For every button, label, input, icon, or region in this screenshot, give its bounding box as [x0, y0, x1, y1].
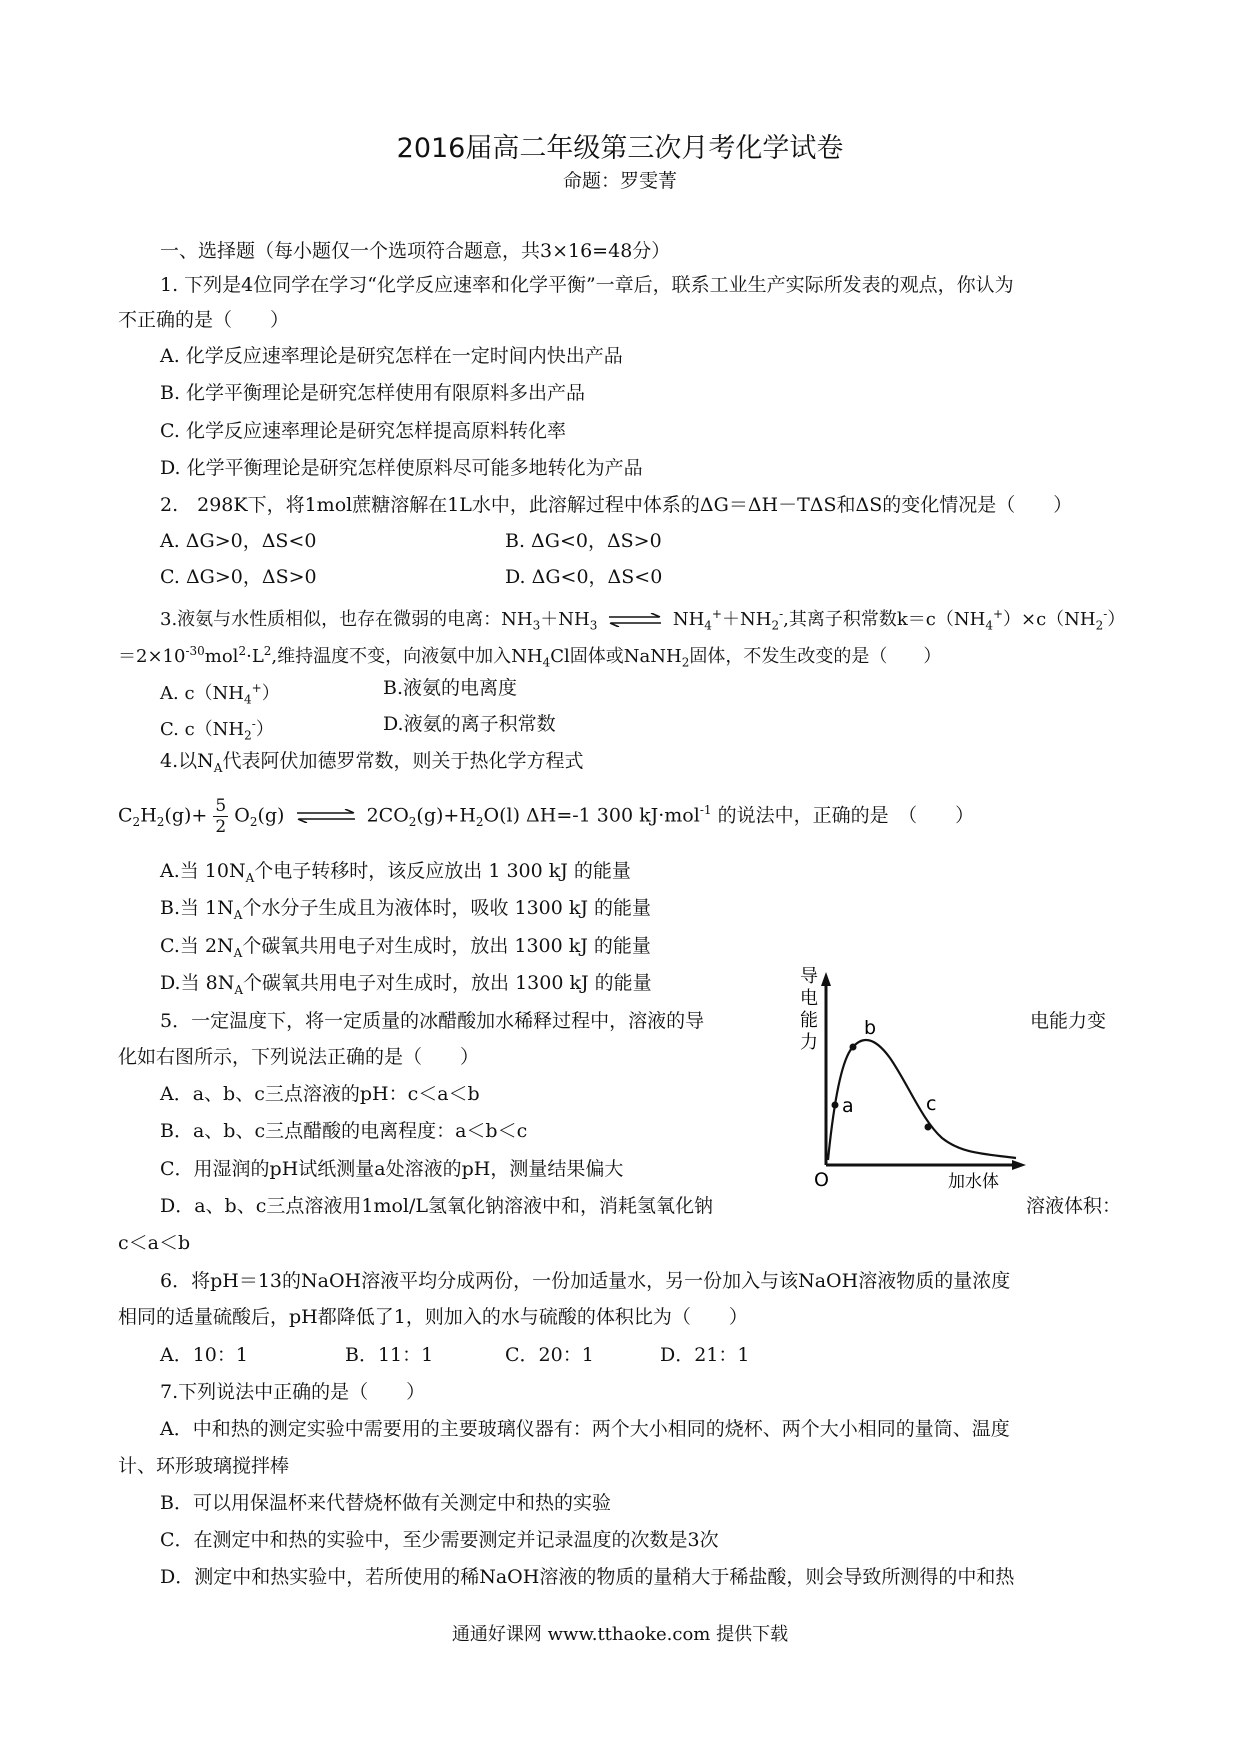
origin-label: O [814, 1169, 829, 1190]
q1-option-b: B. 化学平衡理论是研究怎样使用有限原料多出产品 [160, 382, 586, 404]
q6-option-d: D．21：1 [660, 1344, 750, 1366]
y-label-char: 能 [800, 1010, 818, 1031]
q7-option-a-line1: A．中和热的测定实验中需要用的主要玻璃仪器有：两个大小相同的烧杯、两个大小相同的量筒、温度 [160, 1418, 1010, 1440]
author-line: 命题：罗雯菁 [562, 170, 677, 192]
q5-stem-line2: 化如右图所示，下列说法正确的是（ ） [118, 1046, 480, 1068]
fraction-five-halves: $\frac{5}{2}$ [215, 795, 227, 837]
q3-option-b: B.液氨的电离度 [383, 677, 518, 699]
q5-stem-line1-tail: 电能力变 [1030, 1010, 1107, 1032]
q5-option-c: C．用湿润的pH试纸测量a处溶液的pH，测量结果偏大 [160, 1158, 624, 1180]
q2-option-a: A. ΔG>0，ΔS<0 [160, 530, 317, 552]
q3-option-d: D.液氨的离子积常数 [383, 713, 556, 735]
y-label-char: 导 [800, 966, 818, 987]
q5-option-a: A．a、b、c三点溶液的pH：c＜a＜b [160, 1083, 480, 1105]
q7-option-a-line2: 计、环形玻璃搅拌棒 [118, 1455, 290, 1477]
equilibrium-arrow-icon [607, 613, 663, 627]
section-heading: 一、选择题（每小题仅一个选项符合题意，共3×16=48分） [160, 240, 671, 262]
q7-stem: 7.下列说法中正确的是（ ） [160, 1381, 426, 1403]
q5-stem-line1: 5．一定温度下，将一定质量的冰醋酸加水稀释过程中，溶液的导 [160, 1010, 705, 1032]
q3-option-a: A. $c(NH_4^+)$ [160, 681, 280, 707]
q2-option-d: D. ΔG<0，ΔS<0 [505, 566, 663, 588]
q4-option-a: A.当 $10N_A$个电子转移时，该反应放出 1 300 kJ 的能量 [160, 860, 631, 885]
q7-option-c: C．在测定中和热的实验中，至少需要测定并记录温度的次数是3次 [160, 1529, 719, 1551]
q1-option-c: C. 化学反应速率理论是研究怎样提高原料转化率 [160, 420, 566, 442]
q7-option-b: B．可以用保温杯来代替烧杯做有关测定中和热的实验 [160, 1492, 611, 1514]
equilibrium-arrow-icon [295, 809, 357, 823]
q3-stem-line1: 3.液氨与水性质相似，也存在微弱的电离：$NH_3+NH_3$ $NH_4^++NH_2^-$,其离子积常数$k=c(NH_4^+)\times c(NH_2^-)$ [160, 607, 1126, 633]
q6-stem-line2: 相同的适量硫酸后，pH都降低了1，则加入的水与硫酸的体积比为（ ） [118, 1306, 748, 1328]
y-label-char: 力 [800, 1032, 818, 1053]
q4-equation: $C_2H_2(g)+$ $\frac{5}{2}$ $O_2(g)$ $2CO_2(g)+H_2O(l)$ ΔH=-1 300 kJ·mol$^{-1}$ 的说法中，正确的是 （ ） [118, 795, 975, 837]
conductivity-curve-figure [790, 960, 1040, 1190]
q6-option-b: B．11：1 [345, 1344, 434, 1366]
point-a-label: a [842, 1095, 854, 1117]
q5-option-b: B．a、b、c三点醋酸的电离程度：a＜b＜c [160, 1120, 528, 1142]
point-b-label: b [864, 1017, 877, 1039]
q5-option-d-line2: c＜a＜b [118, 1232, 191, 1254]
q2-stem: 2. 298K下，将1mol蔗糖溶解在1L水中，此溶解过程中体系的ΔG＝ΔH－TΔS和ΔS的变化情况是（ ） [160, 494, 1073, 516]
q6-option-a: A．10：1 [160, 1344, 248, 1366]
q2-option-b: B. ΔG<0，ΔS>0 [505, 530, 662, 552]
page-title: 2016届高二年级第三次月考化学试卷 [396, 133, 844, 164]
x-axis-label: 加水体 [948, 1172, 999, 1190]
q3-option-c: C. $c(NH_2^-)$ [160, 717, 274, 743]
q4-stem: 4.以$N_A$代表阿伏加德罗常数，则关于热化学方程式 [160, 750, 584, 775]
point-c-label: c [926, 1093, 937, 1115]
q6-stem-line1: 6．将pH＝13的NaOH溶液平均分成两份，一份加适量水，另一份加入与该NaOH溶液物质的量浓度 [160, 1270, 1011, 1292]
q7-option-d: D．测定中和热实验中，若所使用的稀NaOH溶液的物质的量稍大于稀盐酸，则会导致所测得的中和热 [160, 1566, 1015, 1588]
y-label-char: 电 [800, 988, 818, 1009]
q5-option-d-tail: 溶液体积： [1026, 1195, 1122, 1217]
q2-option-c: C. ΔG>0，ΔS>0 [160, 566, 317, 588]
q1-option-d: D. 化学平衡理论是研究怎样使原料尽可能多地转化为产品 [160, 457, 643, 479]
q6-option-c: C．20：1 [505, 1344, 594, 1366]
q4-option-b: B.当 $1N_A$个水分子生成且为液体时，吸收 1300 kJ 的能量 [160, 897, 652, 922]
q5-option-d: D．a、b、c三点溶液用1mol/L氢氧化钠溶液中和，消耗氢氧化钠 [160, 1195, 714, 1217]
q1-stem-line2: 不正确的是（ ） [118, 309, 290, 331]
q4-option-c: C.当 $2N_A$个碳氧共用电子对生成时，放出 1300 kJ 的能量 [160, 935, 651, 960]
q4-option-d: D.当 $8N_A$个碳氧共用电子对生成时，放出 1300 kJ 的能量 [160, 972, 652, 997]
page-footer: 通通好课网 www.tthaoke.com 提供下载 [451, 1624, 789, 1645]
q1-stem-line1: 1. 下列是4位同学在学习“化学反应速率和化学平衡”一章后，联系工业生产实际所发表的观点，你认为 [160, 274, 1014, 296]
q3-stem-line2: $=2\times 10^{-30}mol^2\cdot L^2$,维持温度不变，向液氨中加入$NH_4Cl$固体或NaNH$_2$固体，不发生改变的是（ ） [118, 644, 942, 670]
q1-option-a: A. 化学反应速率理论是研究怎样在一定时间内快出产品 [160, 345, 623, 367]
